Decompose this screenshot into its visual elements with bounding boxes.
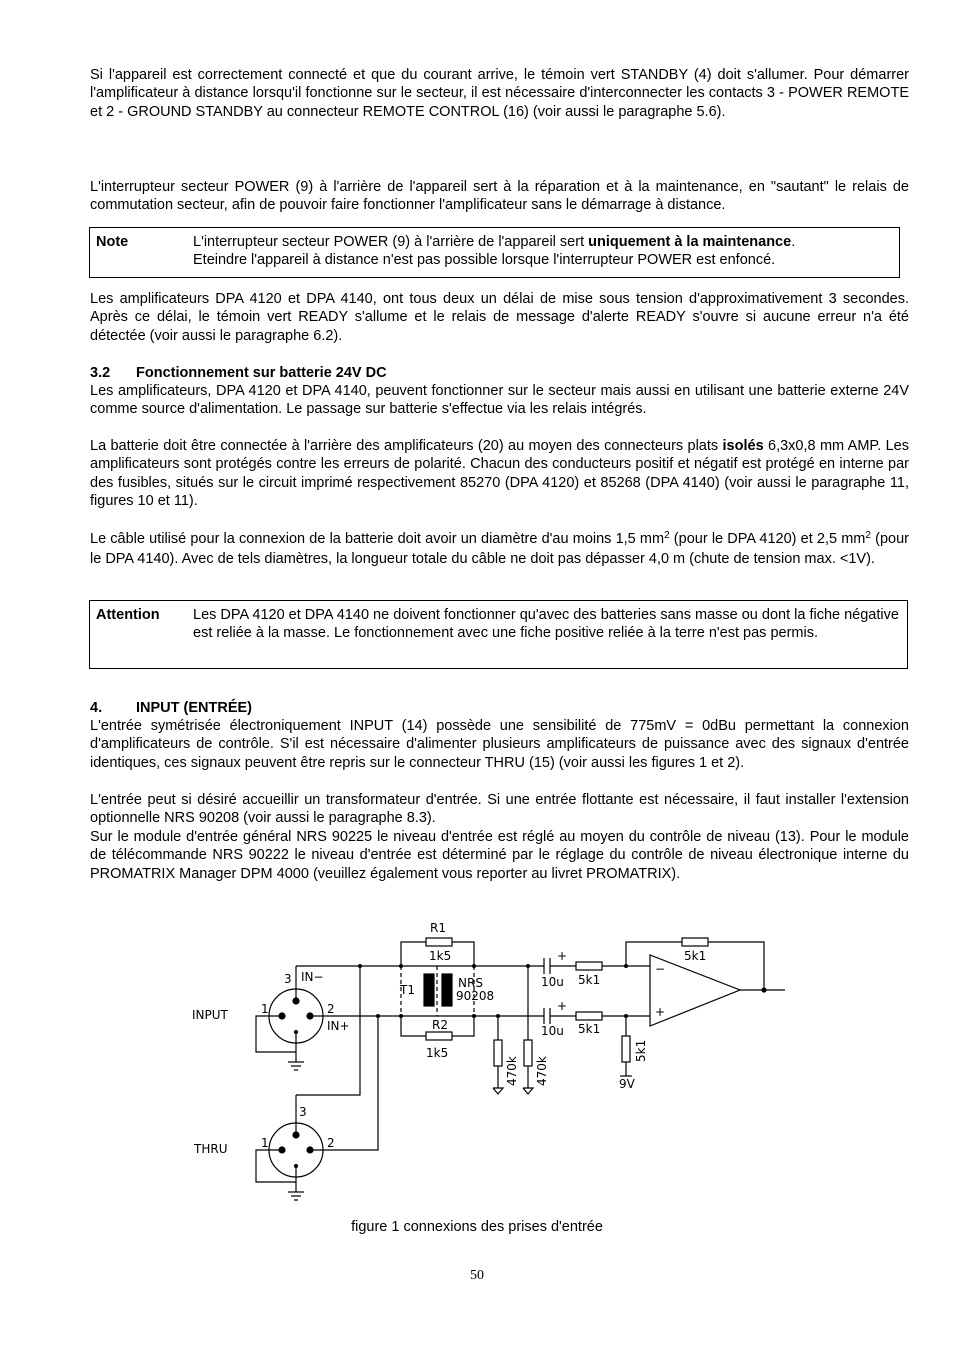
label-r-5k1-top: 5k1	[578, 973, 601, 987]
label-in-plus: IN+	[327, 1019, 350, 1033]
paragraph-input-2: L'entrée peut si désiré accueillir un transformateur d'entrée. Si une entrée flottante est nécessaire, il faut installer l'extension optionnelle NRS 90208 (voir aussi le paragraphe 8.3).	[90, 792, 909, 827]
label-9v: 9V	[619, 1077, 635, 1091]
label-r1: R1	[430, 921, 446, 935]
label-r2: R2	[432, 1018, 448, 1032]
capacitors	[544, 958, 576, 1024]
label-thru: THRU	[194, 1142, 228, 1156]
label-r-470k-right: 470k	[535, 1056, 549, 1086]
section-3-2-heading: 3.2 Fonctionnement sur batterie 24V DC	[90, 365, 387, 381]
label-c1-value: 10u	[541, 975, 564, 989]
label-pin3: 3	[284, 972, 292, 986]
label-nrs: NRS	[458, 976, 483, 990]
paragraph-power-switch: L'interrupteur secteur POWER (9) à l'arrière de l'appareil sert à la réparation et à la maintenance, en "sautant" le relais de commutation secteur, afin de pouvoir faire fonctionner l'amplificateur sans le démarrage à distance.	[90, 179, 909, 214]
label-thru-pin3: 3	[299, 1105, 307, 1119]
label-t1: T1	[400, 983, 415, 997]
label-c2-plus: +	[557, 999, 568, 1013]
label-pin2: 2	[327, 1002, 335, 1016]
label-r-5k1-bottom: 5k1	[578, 1022, 601, 1036]
note-label: Note	[96, 234, 129, 250]
paragraph-delay: Les amplificateurs DPA 4120 et DPA 4140, ont tous deux un délai de mise sous tension d'approximativement 3 secondes. Après ce délai, le témoin vert READY s'allume et le relais de message d'alerte READY s'ouvre si aucune erreur n'a été détectée (voir aussi le paragraphe 6.2).	[90, 291, 909, 344]
label-c1-plus: +	[557, 949, 568, 963]
bias-resistor-9v	[620, 1016, 632, 1076]
label-r-470k-left: 470k	[505, 1056, 519, 1086]
paragraph-battery-intro: Les amplificateurs, DPA 4120 et DPA 4140, peuvent fonctionner sur le secteur mais aussi en utilisant une batterie externe 24V comme source d'alimentation. Le passage sur batterie s'effectue via les relais intégrés.	[90, 383, 909, 418]
note-text: L'interrupteur secteur POWER (9) à l'arrière de l'appareil sert uniquement à la maintenance. Eteindre l'appareil à distance n'est pas possible lorsque l'interrupteur POWER est enfoncé.	[193, 234, 796, 269]
paragraph-input-3: Sur le module d'entrée général NRS 90225 le niveau d'entrée est réglé au moyen du contrôle de niveau (13). Pour le module de télécommande NRS 90222 le niveau d'entrée est déterminé par le réglage du contrôle de niveau électronique interne du PROMATRIX Manager DPM 4000 (veuillez également vous reporter au livret PROMATRIX).	[90, 829, 909, 882]
label-opamp-plus: +	[655, 1005, 666, 1019]
label-r2-value: 1k5	[426, 1046, 449, 1060]
label-nrs-number: 90208	[456, 989, 495, 1003]
label-thru-pin2: 2	[327, 1136, 335, 1150]
label-r1-value: 1k5	[429, 949, 452, 963]
label-r-5k1-feedback: 5k1	[684, 949, 707, 963]
attention-text: Les DPA 4120 et DPA 4140 ne doivent fonctionner qu'avec des batteries sans masse ou dont la fiche négative est reliée à la masse. Le fonctionnement avec une fiche positive reliée à la terre n'est pas permis.	[193, 607, 899, 642]
feedback-resistor	[626, 938, 764, 990]
attention-label: Attention	[96, 607, 160, 623]
paragraph-input-1: L'entrée symétrisée électroniquement INPUT (14) possède une sensibilité de 775mV = 0dBu permettant la connexion d'amplificateurs de contrôle. S'il est nécessaire d'alimenter plusieurs amplificateurs de puissance avec des signaux d'entrée identiques, ces signaux peuvent être repris sur le connecteur THRU (15) (voir aussi les figures 1 et 2).	[90, 718, 909, 771]
page-number: 50	[470, 1268, 484, 1283]
op-amp	[650, 955, 785, 1026]
schematic-labels	[192, 921, 706, 1156]
label-thru-pin1: 1	[261, 1136, 269, 1150]
label-c2-value: 10u	[541, 1024, 564, 1038]
figure-caption: figure 1 connexions des prises d'entrée	[351, 1219, 603, 1235]
label-r-5k1-bias: 5k1	[634, 1039, 648, 1062]
paragraph-battery-connection: La batterie doit être connectée à l'arrière des amplificateurs (20) au moyen des connecteurs plats isolés 6,3x0,8 mm AMP. Les amplificateurs sont protégés contre les erreurs de polarité. Chacun des conducteurs positif et négatif est protégé en interne par des fusibles, situés sur le circuit imprimé respectivement 85270 (DPA 4120) et 85268 (DPA 4140) (voir aussi le paragraphe 11, figures 10 et 11).	[90, 438, 909, 510]
series-resistors-5k1	[576, 962, 650, 1020]
label-opamp-minus: −	[655, 962, 666, 976]
section-4-heading: 4. INPUT (ENTRÉE)	[90, 700, 252, 716]
label-in-minus: IN−	[301, 970, 324, 984]
label-pin1: 1	[261, 1002, 269, 1016]
paragraph-battery-cable: Le câble utilisé pour la connexion de la batterie doit avoir un diamètre d'au moins 1,5 $mm^2$ (pour le DPA 4120) et 2,5 $mm^2$ (pour le DPA 4140). Avec de tels diamètres, la longueur totale du câble ne doit pas dépasser 4,0 m (chute de tension max. <1V).	[90, 530, 909, 567]
label-input: INPUT	[192, 1008, 228, 1022]
paragraph-standby: Si l'appareil est correctement connecté et que du courant arrive, le témoin vert STANDBY (4) doit s'allumer. Pour démarrer l'amplificateur à distance lorsqu'il fonctionne sur le secteur, il est nécessaire d'interconnecter les contacts 3 - POWER REMOTE et 2 - GROUND STANDBY au connecteur REMOTE CONTROL (16) (voir aussi le paragraphe 5.6).	[90, 67, 909, 120]
